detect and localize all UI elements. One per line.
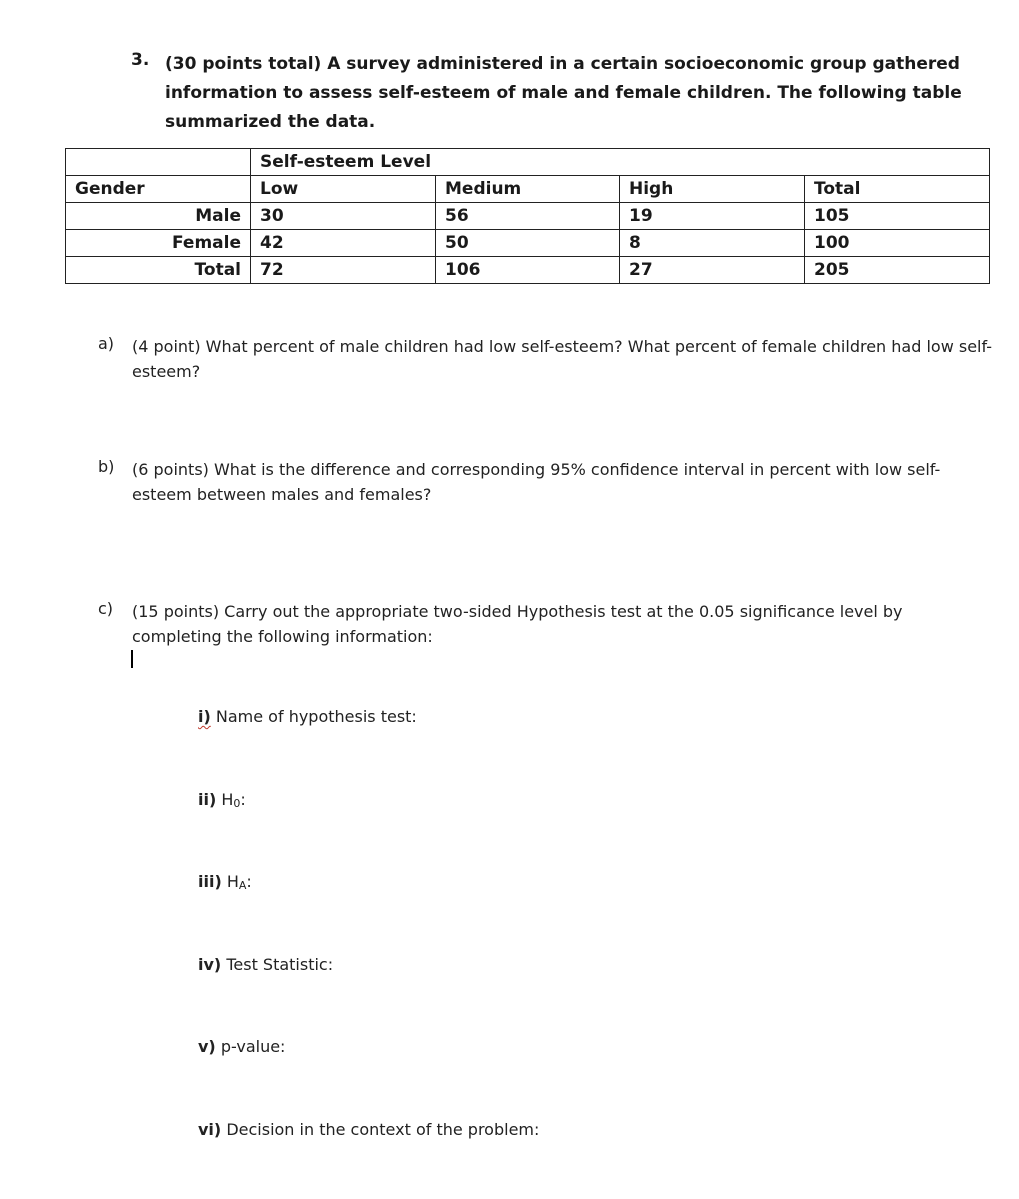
table-column-header-row xyxy=(66,176,990,203)
table-group-header: Self-esteem Level xyxy=(251,149,990,176)
question-number: 3. xyxy=(131,50,150,70)
part-c-label: c) xyxy=(98,599,114,618)
table-cell: 105 xyxy=(805,203,990,230)
table-row xyxy=(66,230,990,257)
part-a-label: a) xyxy=(98,334,115,353)
item-iv xyxy=(198,955,333,974)
item-iii-marker: iii) xyxy=(198,872,222,891)
item-i xyxy=(198,707,417,726)
item-ii-text xyxy=(221,790,245,809)
null-subscript: 0 xyxy=(233,797,241,810)
item-iii-text xyxy=(227,872,252,891)
table-cell: 30 xyxy=(251,203,436,230)
item-v-text: p-value: xyxy=(220,1037,286,1056)
table-cell: 27 xyxy=(620,257,805,284)
item-ii-marker: ii) xyxy=(198,790,217,809)
table-row xyxy=(66,203,990,230)
colon: : xyxy=(240,790,246,809)
table-row-header: Gender xyxy=(66,176,251,203)
table-column-header: High xyxy=(620,176,805,203)
item-vi-text: Decision in the context of the problem: xyxy=(226,1120,540,1139)
table-cell: 100 xyxy=(805,230,990,257)
table-cell: 72 xyxy=(251,257,436,284)
table-group-header-row xyxy=(66,149,990,176)
table-column-header: Total xyxy=(805,176,990,203)
alt-subscript: A xyxy=(238,879,247,892)
h-symbol: H xyxy=(221,790,234,809)
h-symbol: H xyxy=(226,872,239,891)
table-row xyxy=(66,257,990,284)
item-v xyxy=(198,1037,285,1056)
item-v-marker: v) xyxy=(198,1037,216,1056)
table-empty-cell xyxy=(66,149,251,176)
item-ii xyxy=(198,790,246,810)
table-cell: 205 xyxy=(805,257,990,284)
table-row-label: Male xyxy=(66,203,251,230)
table-cell: 42 xyxy=(251,230,436,257)
table-row-label: Female xyxy=(66,230,251,257)
item-iv-text: Test Statistic: xyxy=(226,955,334,974)
item-iv-marker: iv) xyxy=(198,955,222,974)
item-i-text: Name of hypothesis test: xyxy=(215,707,417,726)
item-vi xyxy=(198,1120,539,1139)
item-vi-marker: vi) xyxy=(198,1120,222,1139)
self-esteem-table xyxy=(65,148,990,284)
part-b-label: b) xyxy=(98,457,115,476)
part-b-text: (6 points) What is the difference and corresponding 95% confidence interval in percent with low self-esteem between males and females? xyxy=(132,460,941,504)
text-cursor xyxy=(131,650,133,668)
item-iii xyxy=(198,872,252,892)
question-text: (30 points total) A survey administered in a certain socioeconomic group gathered information to assess self-esteem of male and female children. The following table summarized the data. xyxy=(165,54,962,132)
part-a-text: (4 point) What percent of male children had low self-esteem? What percent of female children had low self-esteem? xyxy=(132,337,993,381)
table-cell: 19 xyxy=(620,203,805,230)
table-cell: 50 xyxy=(436,230,620,257)
part-c-text: (15 points) Carry out the appropriate two-sided Hypothesis test at the 0.05 significance level by completing the following information: xyxy=(132,602,903,646)
table-cell: 56 xyxy=(436,203,620,230)
table-row-label: Total xyxy=(66,257,251,284)
table-column-header: Medium xyxy=(436,176,620,203)
colon: : xyxy=(246,872,252,891)
table-cell: 106 xyxy=(436,257,620,284)
item-i-marker: i) xyxy=(198,707,211,726)
table-cell: 8 xyxy=(620,230,805,257)
table-column-header: Low xyxy=(251,176,436,203)
